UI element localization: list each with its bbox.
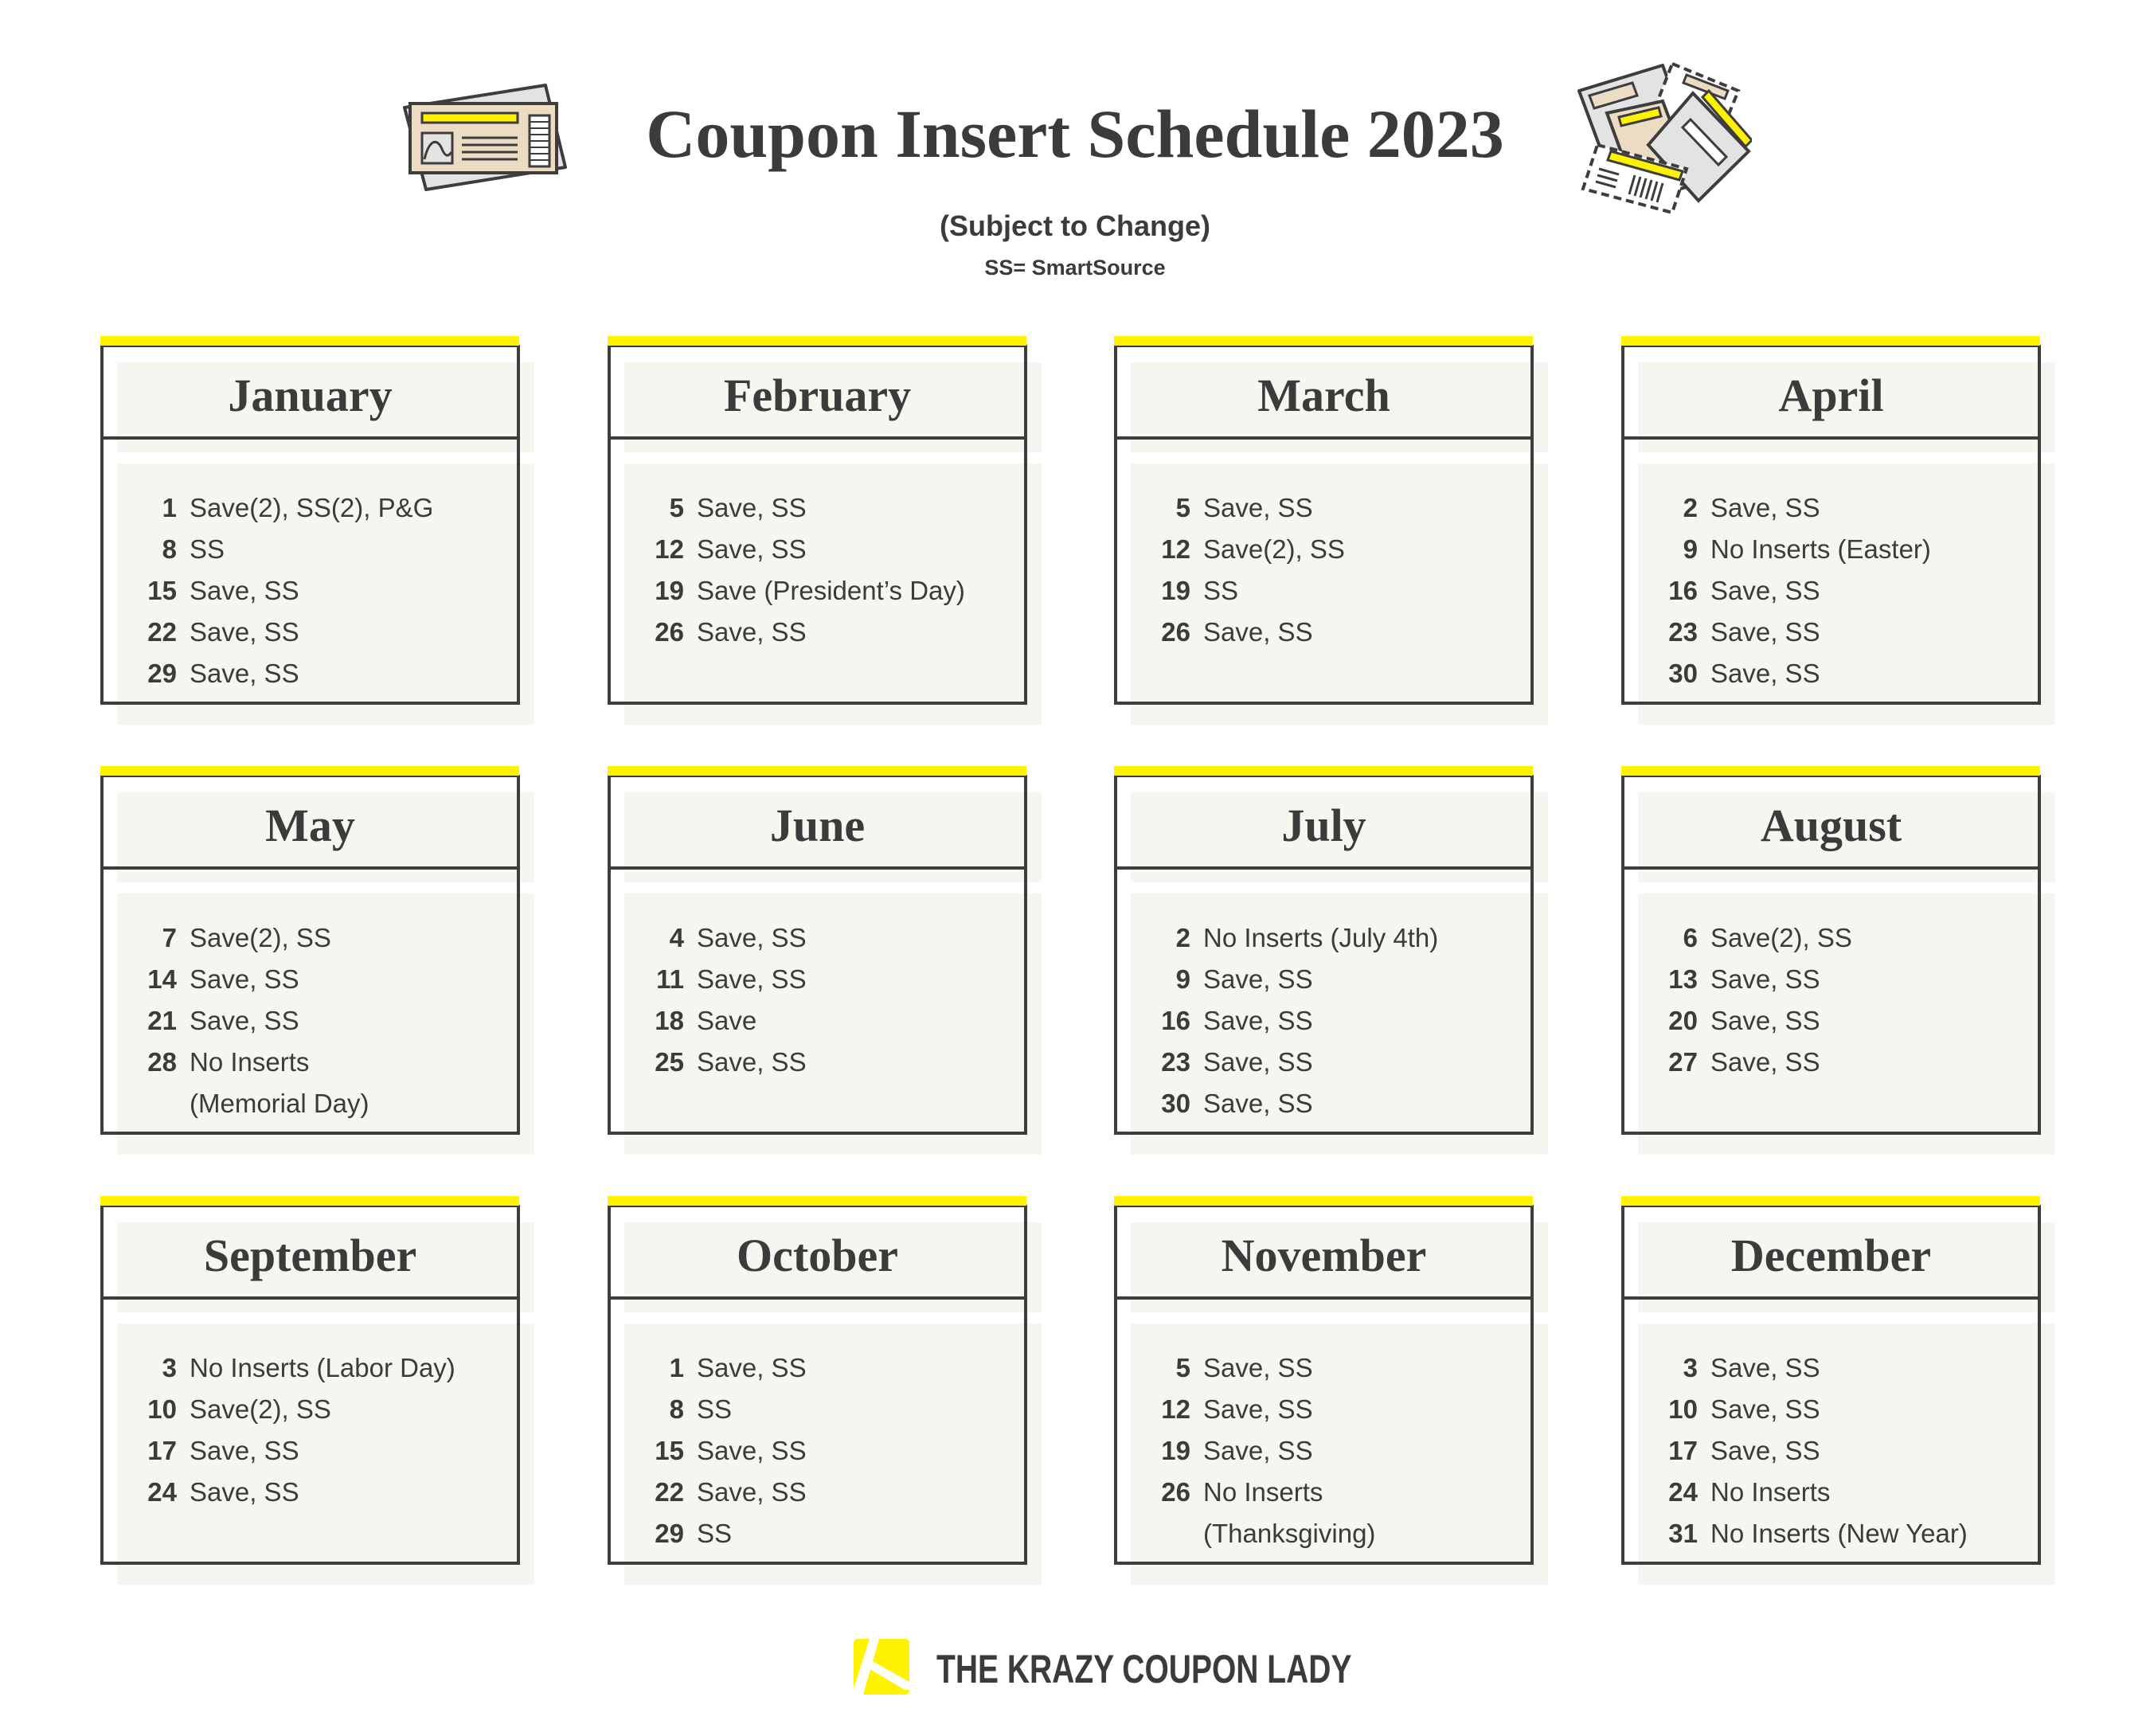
insert-entry <box>608 1472 1027 1513</box>
month-name: July <box>1281 800 1366 851</box>
page-subtitle: (Subject to Change) <box>940 209 1210 242</box>
month-card-december <box>1621 1196 2058 1586</box>
insert-entry <box>1621 1430 2041 1472</box>
insert-entry <box>608 570 1027 612</box>
insert-day: 19 <box>1161 1436 1190 1465</box>
insert-entry <box>608 1000 1027 1042</box>
insert-day: 5 <box>1175 493 1190 522</box>
insert-description: No Inserts (Easter) <box>1710 534 1931 564</box>
insert-day: 8 <box>669 1394 684 1424</box>
insert-description: Save, SS <box>697 493 807 522</box>
month-card-august <box>1621 766 2058 1156</box>
month-card-september <box>100 1196 537 1586</box>
card-accent-bar <box>100 1196 519 1206</box>
insert-description: Save, SS <box>190 659 299 688</box>
insert-description: Save, SS <box>1203 1353 1313 1382</box>
insert-description: Save, SS <box>1203 1006 1313 1035</box>
insert-description: Save, SS <box>697 923 807 952</box>
insert-description: SS <box>697 1519 733 1548</box>
insert-day: 29 <box>147 659 177 688</box>
insert-list <box>1621 1347 2041 1554</box>
insert-entry <box>608 917 1027 959</box>
insert-day: 12 <box>1161 1394 1190 1424</box>
insert-description: Save(2), SS <box>190 923 331 952</box>
insert-entry <box>1114 1347 1534 1389</box>
insert-entry <box>100 529 520 570</box>
insert-list <box>100 1347 520 1513</box>
insert-list <box>608 917 1027 1083</box>
month-name: April <box>1778 369 1884 421</box>
insert-day: 30 <box>1161 1089 1190 1118</box>
insert-description: Save <box>697 1006 757 1035</box>
insert-list <box>1621 487 2041 694</box>
month-card-november <box>1114 1196 1550 1586</box>
card-divider <box>100 1296 520 1300</box>
insert-description: No Inserts <box>1710 1477 1831 1507</box>
insert-day: 1 <box>162 493 177 522</box>
insert-day: 18 <box>655 1006 684 1035</box>
month-name: October <box>737 1230 898 1281</box>
insert-description: No Inserts (Memorial Day) <box>190 1047 369 1118</box>
insert-entry <box>1114 1000 1534 1042</box>
insert-day: 8 <box>162 534 177 564</box>
insert-day: 2 <box>1683 493 1698 522</box>
month-card-may <box>100 766 537 1156</box>
insert-day: 30 <box>1668 659 1698 688</box>
insert-day: 23 <box>1161 1047 1190 1077</box>
insert-day: 16 <box>1668 576 1698 605</box>
insert-description: Save, SS <box>697 617 807 647</box>
insert-description: Save(2), SS <box>1203 534 1345 564</box>
insert-list <box>1621 917 2041 1083</box>
insert-entry <box>608 959 1027 1000</box>
month-name: December <box>1730 1230 1932 1281</box>
insert-entry <box>608 1430 1027 1472</box>
insert-entry <box>100 917 520 959</box>
insert-day: 14 <box>147 964 177 994</box>
month-card-october <box>608 1196 1044 1586</box>
insert-description: Save, SS <box>190 964 299 994</box>
insert-list <box>608 487 1027 653</box>
insert-entry <box>1621 1042 2041 1083</box>
insert-day: 23 <box>1668 617 1698 647</box>
insert-description: SS <box>697 1394 733 1424</box>
insert-description: Save, SS <box>1710 659 1820 688</box>
insert-day: 3 <box>162 1353 177 1382</box>
insert-description: Save, SS <box>1710 1047 1820 1077</box>
insert-description: Save, SS <box>1710 576 1820 605</box>
insert-entry <box>1114 1389 1534 1430</box>
insert-day: 22 <box>655 1477 684 1507</box>
insert-day: 16 <box>1161 1006 1190 1035</box>
insert-day: 26 <box>655 617 684 647</box>
insert-day: 10 <box>1668 1394 1698 1424</box>
month-name: May <box>265 800 355 851</box>
month-name: January <box>228 369 393 421</box>
insert-description: Save, SS <box>697 1047 807 1077</box>
month-card-june <box>608 766 1044 1156</box>
insert-entry <box>1621 653 2041 694</box>
insert-entry <box>608 1389 1027 1430</box>
insert-entry <box>1621 917 2041 959</box>
insert-day: 26 <box>1161 1477 1190 1507</box>
insert-day: 21 <box>147 1006 177 1035</box>
insert-description: Save, SS <box>1710 1353 1820 1382</box>
insert-list <box>100 917 520 1124</box>
insert-description: Save, SS <box>1710 964 1820 994</box>
insert-entry <box>100 1000 520 1042</box>
insert-description: Save, SS <box>1203 1394 1313 1424</box>
insert-entry <box>1621 570 2041 612</box>
card-divider <box>1621 436 2041 440</box>
insert-day: 27 <box>1668 1047 1698 1077</box>
insert-day: 9 <box>1175 964 1190 994</box>
card-divider <box>1114 1296 1534 1300</box>
insert-description: Save, SS <box>1203 617 1313 647</box>
insert-day: 13 <box>1668 964 1698 994</box>
insert-description: Save(2), SS(2), P&G <box>190 493 434 522</box>
card-accent-bar <box>608 766 1026 776</box>
insert-day: 31 <box>1668 1519 1698 1548</box>
insert-day: 15 <box>147 576 177 605</box>
coupon-stack-icon <box>1575 57 1752 217</box>
month-card-april <box>1621 336 2058 726</box>
insert-day: 17 <box>147 1436 177 1465</box>
insert-description: Save, SS <box>1203 1047 1313 1077</box>
month-name: August <box>1760 800 1902 851</box>
legend-note: SS= SmartSource <box>984 256 1166 280</box>
insert-day: 10 <box>147 1394 177 1424</box>
insert-list <box>1114 917 1534 1124</box>
card-accent-bar <box>1114 766 1533 776</box>
insert-list <box>608 1347 1027 1554</box>
insert-description: Save, SS <box>1203 1089 1313 1118</box>
insert-entry <box>1114 917 1534 959</box>
insert-entry <box>1114 1042 1534 1083</box>
insert-day: 12 <box>655 534 684 564</box>
insert-description: Save, SS <box>697 1477 807 1507</box>
month-name: March <box>1257 369 1390 421</box>
insert-day: 19 <box>655 576 684 605</box>
insert-day: 24 <box>1668 1477 1698 1507</box>
insert-day: 7 <box>162 923 177 952</box>
insert-day: 11 <box>656 964 684 994</box>
card-accent-bar <box>1621 766 2040 776</box>
insert-description: No Inserts (July 4th) <box>1203 923 1439 952</box>
insert-day: 9 <box>1683 534 1698 564</box>
insert-description: No Inserts (New Year) <box>1710 1519 1968 1548</box>
insert-entry <box>100 1042 520 1124</box>
card-divider <box>608 436 1027 440</box>
insert-entry <box>100 1430 520 1472</box>
card-accent-bar <box>100 336 519 346</box>
insert-entry <box>1621 959 2041 1000</box>
card-accent-bar <box>1114 336 1533 346</box>
card-divider <box>100 866 520 870</box>
insert-entry <box>1114 1083 1534 1124</box>
insert-entry <box>100 487 520 529</box>
insert-description: Save, SS <box>190 1477 299 1507</box>
insert-description: Save, SS <box>1710 1436 1820 1465</box>
insert-description: SS <box>1203 576 1239 605</box>
insert-day: 20 <box>1668 1006 1698 1035</box>
insert-description: Save (President’s Day) <box>697 576 965 605</box>
card-divider <box>608 866 1027 870</box>
insert-entry <box>1621 487 2041 529</box>
insert-description: No Inserts (Thanksgiving) <box>1203 1477 1376 1548</box>
insert-description: Save, SS <box>697 534 807 564</box>
month-card-february <box>608 336 1044 726</box>
insert-day: 19 <box>1161 576 1190 605</box>
insert-day: 12 <box>1161 534 1190 564</box>
insert-entry <box>608 1513 1027 1554</box>
insert-description: Save, SS <box>190 617 299 647</box>
insert-entry <box>608 529 1027 570</box>
insert-entry <box>608 1347 1027 1389</box>
card-divider <box>100 436 520 440</box>
card-accent-bar <box>1114 1196 1533 1206</box>
insert-day: 26 <box>1161 617 1190 647</box>
insert-description: Save, SS <box>1710 1006 1820 1035</box>
card-accent-bar <box>1621 336 2040 346</box>
insert-description: Save, SS <box>190 1436 299 1465</box>
insert-list <box>1114 1347 1534 1554</box>
insert-day: 5 <box>1175 1353 1190 1382</box>
card-divider <box>1114 436 1534 440</box>
card-divider <box>1621 1296 2041 1300</box>
insert-day: 4 <box>669 923 684 952</box>
insert-day: 3 <box>1683 1353 1698 1382</box>
insert-entry <box>1621 529 2041 570</box>
insert-description: Save(2), SS <box>1710 923 1852 952</box>
insert-entry <box>1621 1347 2041 1389</box>
insert-entry <box>1114 529 1534 570</box>
insert-entry <box>100 570 520 612</box>
insert-day: 2 <box>1175 923 1190 952</box>
insert-entry <box>1114 487 1534 529</box>
insert-description: Save(2), SS <box>190 1394 331 1424</box>
insert-entry <box>608 1042 1027 1083</box>
insert-entry <box>100 959 520 1000</box>
insert-entry <box>100 653 520 694</box>
insert-description: Save, SS <box>1203 964 1313 994</box>
insert-day: 1 <box>669 1353 684 1382</box>
insert-description: Save, SS <box>1710 1394 1820 1424</box>
month-name: February <box>723 369 912 421</box>
insert-description: Save, SS <box>697 1436 807 1465</box>
month-name: September <box>203 1230 417 1281</box>
card-accent-bar <box>1621 1196 2040 1206</box>
insert-day: 15 <box>655 1436 684 1465</box>
insert-day: 5 <box>669 493 684 522</box>
insert-description: No Inserts (Labor Day) <box>190 1353 455 1382</box>
insert-entry <box>608 487 1027 529</box>
month-card-january <box>100 336 537 726</box>
brand-name: THE KRAZY COUPON LADY <box>936 1647 1352 1691</box>
insert-description: SS <box>190 534 225 564</box>
insert-entry <box>100 1347 520 1389</box>
month-card-march <box>1114 336 1550 726</box>
card-accent-bar <box>100 766 519 776</box>
insert-day: 17 <box>1668 1436 1698 1465</box>
insert-day: 29 <box>655 1519 684 1548</box>
insert-description: Save, SS <box>1710 493 1820 522</box>
month-card-july <box>1114 766 1550 1156</box>
insert-description: Save, SS <box>190 576 299 605</box>
insert-list <box>100 487 520 694</box>
month-name: June <box>769 800 866 851</box>
card-divider <box>1621 866 2041 870</box>
insert-description: Save, SS <box>1710 617 1820 647</box>
insert-entry <box>1114 1472 1534 1554</box>
insert-entry <box>1621 1389 2041 1430</box>
month-name: November <box>1221 1230 1427 1281</box>
insert-entry <box>1114 612 1534 653</box>
insert-entry <box>1621 612 2041 653</box>
insert-day: 6 <box>1683 923 1698 952</box>
insert-entry <box>100 612 520 653</box>
insert-day: 25 <box>655 1047 684 1077</box>
insert-entry <box>100 1472 520 1513</box>
insert-description: Save, SS <box>1203 1436 1313 1465</box>
krazy-coupon-lady-k-logo-icon <box>854 1639 909 1695</box>
insert-description: Save, SS <box>190 1006 299 1035</box>
insert-entry <box>1621 1513 2041 1554</box>
insert-entry <box>1114 570 1534 612</box>
insert-description: Save, SS <box>697 964 807 994</box>
insert-entry <box>100 1389 520 1430</box>
insert-description: Save, SS <box>1203 493 1313 522</box>
insert-day: 28 <box>147 1047 177 1077</box>
page-title: Coupon Insert Schedule 2023 <box>646 96 1504 172</box>
insert-day: 22 <box>147 617 177 647</box>
card-divider <box>1114 866 1534 870</box>
card-accent-bar <box>608 1196 1026 1206</box>
insert-entry <box>1114 1430 1534 1472</box>
insert-entry <box>1621 1472 2041 1513</box>
insert-entry <box>608 612 1027 653</box>
insert-day: 24 <box>147 1477 177 1507</box>
insert-list <box>1114 487 1534 653</box>
insert-entry <box>1621 1000 2041 1042</box>
card-accent-bar <box>608 336 1026 346</box>
insert-description: Save, SS <box>697 1353 807 1382</box>
insert-entry <box>1114 959 1534 1000</box>
card-divider <box>608 1296 1027 1300</box>
